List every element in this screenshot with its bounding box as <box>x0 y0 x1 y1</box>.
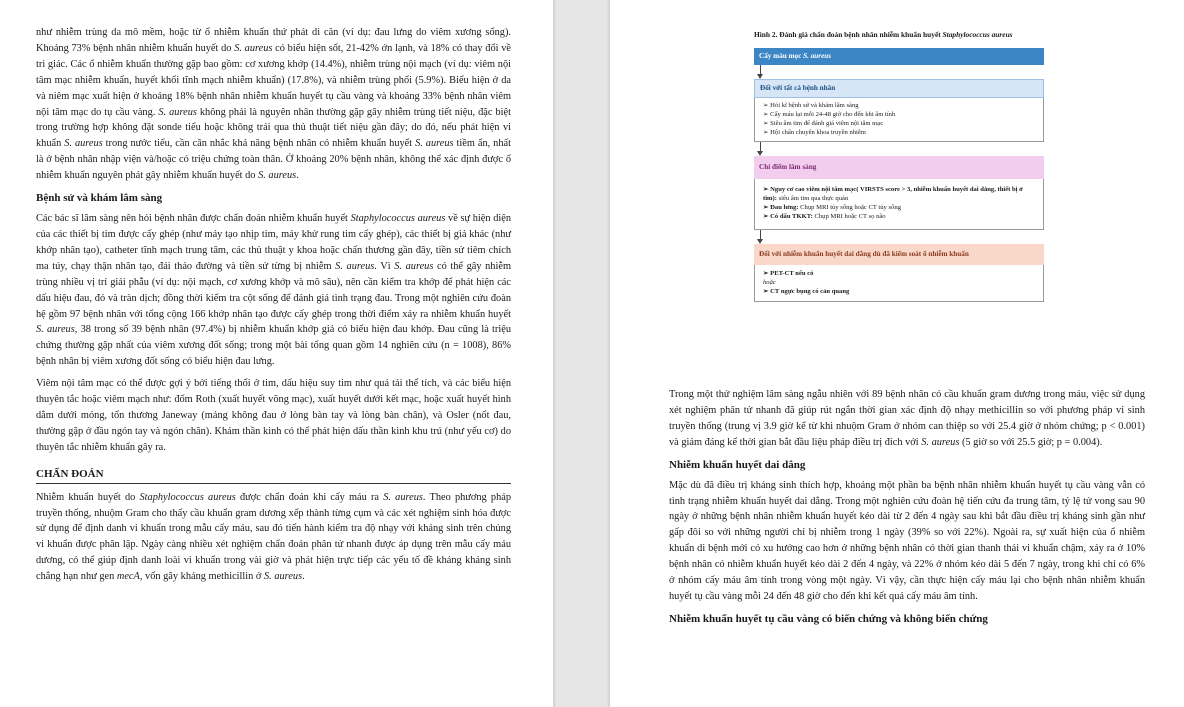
flow-box-clinical-signs-title: Chỉ điểm lâm sàng <box>754 156 1044 179</box>
flow-box-persistent-bacteremia <box>754 244 1044 302</box>
flow-list-item: ➢ Siêu âm tim để đánh giá viêm nội tâm mạc <box>763 119 884 127</box>
flow-arrow <box>754 230 1044 244</box>
heading-diagnosis: CHẨN ĐOÁN <box>36 466 511 484</box>
flow-box-all-patients <box>754 79 1044 142</box>
heading-persistent-bacteremia: Nhiễm khuẩn huyết dai dẳng <box>669 458 806 471</box>
document-page-right <box>610 0 1184 707</box>
document-page-left <box>0 0 553 707</box>
right-page-text <box>669 387 1145 632</box>
flow-box-persistent-list <box>754 265 1044 302</box>
figure-caption: Hình 2. Đánh giá chẩn đoán bệnh nhân nhiễm khuẩn huyết Staphylococcus aureus <box>754 30 1013 39</box>
flow-arrow <box>754 142 1044 156</box>
paragraph-rapid-test-trial: Trong một thử nghiệm lâm sàng ngẫu nhiên với 89 bệnh nhân có cầu khuẩn gram dương trong máu, việc sử dụng xét nghiệm phân tử nhanh đã giúp rút ngắn thời gian xác định độ nhạy methicillin so với phương pháp vi sinh truyền thống (trung vị 3.9 giờ kể từ khi nhuộm Gram ở nhóm can thiệp so với 25.4 giờ ở nhóm chứng; p < 0.001) và giảm đáng kể thời gian bắt đầu liệu pháp điều trị đích với S. aureus (5 giờ so với 25.5 giờ; p = 0.004). <box>669 389 1145 448</box>
flow-list-item: ➢ Nguy cơ cao viêm nội tâm mạc( VIRSTS score > 3, nhiễm khuẩn huyết dai dẳng, thiết bị ở tim): siêu âm tim qua thực quản <box>763 185 1023 202</box>
flow-list-item: ➢ Cấy máu lại mỗi 24-48 giờ cho đến khi âm tính <box>763 110 896 118</box>
flow-arrow <box>754 65 1044 79</box>
flow-box-blood-culture-title: Cấy máu mọc S. aureus <box>754 48 1044 65</box>
heading-complicated-uncomplicated: Nhiễm khuẩn huyết tụ cầu vàng có biến chứng và không biến chứng <box>669 612 988 625</box>
paragraph-endocarditis: Viêm nội tâm mạc có thể được gợi ý bởi tiếng thổi ở tim, dấu hiệu suy tim như quá tải thể tích, và các biểu hiện thuyên tắc hoặc viêm mạch như: đốm Roth (xuất huyết võng mạc), xuất huyết dưới kết mạc, hoặc xuất huyết hình dằm dưới móng, tổn thương Janeway (mảng không đau ở lòng bàn tay và lòng bàn chân), và Osler (nốt đau, thường gặp ở đầu ngón tay và ngón chân). Khám thần kinh có thể phát hiện dấu thần kinh khu trú (như yếu cơ) do thuyên tắc nhiễm khuẩn gây ra. <box>36 378 511 453</box>
flow-list-or: hoặc <box>763 278 776 286</box>
flow-box-all-patients-list <box>754 98 1044 142</box>
flow-list-item: ➢ CT ngực bụng có cản quang <box>763 287 850 295</box>
flow-box-blood-culture <box>754 48 1044 65</box>
paragraph-persistent-bacteremia: Mặc dù đã điều trị kháng sinh thích hợp, khoảng một phần ba bệnh nhân nhiễm khuẩn huyết tụ cầu vàng vẫn có tình trạng nhiễm khuẩn huyết dai dẳng. Trong một nghiên cứu đoàn hệ tiến cứu đa trung tâm, tỷ lệ tử vong sau 90 ngày ở những bệnh nhân nhiễm khuẩn huyết kéo dài từ 2 đến 4 ngày sau khi bắt đầu điều trị kháng sinh gần như gấp đôi so với những người chỉ bị nhiễm trong 1 ngày (39% so với 22%). Ngoài ra, sự xuất hiện của ổ nhiễm khuẩn di bệnh mới có xu hướng cao hơn ở những bệnh nhân có thời gian thanh thải vi khuẩn chậm, xảy ra ở 10% bệnh nhân có nhiễm khuẩn huyết kéo dài 2 đến 4 ngày, và 22% ở nhóm kéo dài 5 đến 7 ngày, trong khi chỉ có 6% ở nhóm cấy máu âm tính trong vòng một ngày. Vì vậy, cần thực hiện cấy máu lại cho bệnh nhân nhiễm khuẩn huyết tụ cầu vàng mỗi 24 đến 48 giờ cho đến khi kết quả cấy máu âm tính. <box>669 479 1145 602</box>
flow-list-item: ➢ Hội chẩn chuyên khoa truyền nhiễm <box>763 128 866 136</box>
heading-history-exam: Bệnh sử và khám lâm sàng <box>36 192 163 205</box>
paragraph-history: Các bác sĩ lâm sàng nên hỏi bệnh nhân được chẩn đoán nhiễm khuẩn huyết Staphylococcus aureus về sự hiện diện của các thiết bị tim được cấy ghép (như máy tạo nhịp tim, máy khử rung tim cấy ghép), các thiết bị giả khác (như khớp nhân tạo), catheter tĩnh mạch trung tâm, các thủ thuật y khoa hoặc chấn thương gần đây, tiền sử tiêm chích ma túy, chạy thận nhân tạo, đái tháo đường và tiền sử từng bị nhiễm S. aureus. Vì S. aureus có thể gây nhiễm trùng nhiều vị trí giải phẫu (ví dụ: nội mạch, cơ xương khớp và mô sâu), nên cần kiểm tra khớp để phát hiện các dấu hiệu đau, đỏ và tràn dịch; đồng thời kiểm tra cột sống để đánh giá tình trạng đau. Trong một nghiên cứu đoàn hệ gồm 97 bệnh nhân với tổng cộng 166 khớp nhân tạo được cấy ghép trong thời điểm xảy ra nhiễm khuẩn huyết S. aureus, 38 trong số 39 bệnh nhân (97.4%) bị nhiễm khuẩn khớp giả có biểu hiện đau khớp. Đau cũng là triệu chứng thường gặp nhất của viêm xương đốt sống; trong một bài tổng quan gồm 14 nghiên cứu (n = 1008), 86% bệnh nhân bị viêm xương đốt sống có biểu hiện đau lưng. <box>36 213 512 368</box>
flow-list-item: ➢ PET-CT nếu có <box>763 269 814 277</box>
paragraph-infection-sites: như nhiễm trùng da mô mềm, hoặc từ ổ nhiễm khuẩn thứ phát di căn (ví dụ: đau lưng do viêm xương sống). Khoảng 73% bệnh nhân nhiễm khuẩn huyết do S. aureus có biểu hiện sốt, 21-42% ớn lạnh, và 18% có thay đổi về tri giác. Các ổ nhiễm khuẩn thường gặp bao gồm: cơ xương khớp (14.4%), nhiễm trùng nội mạch (ví dụ: viêm nội tâm mạc nhiễm khuẩn, huyết khối tĩnh mạch nhiễm khuẩn) (17.8%), và nhiễm trùng phổi (5.9%). Biểu hiện ở da và niêm mạc xuất hiện ở khoảng 18% bệnh nhân nhiễm khuẩn huyết tụ cầu vàng và khoảng 33% bệnh nhân viêm nội tâm mạc do tụ cầu vàng. S. aureus không phải là nguyên nhân thường gặp gây nhiễm trùng tiết niệu, đặc biệt trong trường hợp không đặt sonde tiểu hoặc không trải qua thủ thuật tiết niệu gần đây; do đó, nếu phát hiện vi khuẩn S. aureus trong nước tiểu, cần cân nhắc khả năng bệnh nhân có nhiễm khuẩn huyết S. aureus tiềm ẩn, nhất là ở bệnh nhân nhập viện và/hoặc có triệu chứng toàn thân. Ở khoảng 20% bệnh nhân, không thể xác định được ổ nhiễm khuẩn nguyên phát gây nhiễm khuẩn huyết do S. aureus. <box>36 27 511 182</box>
diagnostic-flowchart <box>754 30 1044 302</box>
flow-list-item: ➢ Hỏi kĩ bệnh sử và khám lâm sàng <box>763 101 859 109</box>
flow-box-clinical-signs <box>754 156 1044 230</box>
flow-box-persistent-title: Đối với nhiễm khuẩn huyết dai dẳng dù đã kiểm soát ổ nhiễm khuẩn <box>754 244 1044 265</box>
paragraph-diagnosis: Nhiễm khuẩn huyết do Staphylococcus aureus được chẩn đoán khi cấy máu ra S. aureus. Theo phương pháp truyền thống, nhuộm Gram cho thấy cầu khuẩn gram dương xếp thành từng cụm và các xét nghiệm sinh hóa được sử dụng để định danh vi khuẩn trong mẫu cấy máu, sau đó tiến hành kiểm tra độ nhạy với kháng sinh trên chủng vi khuẩn được phân lập. Ngày càng nhiều xét nghiệm chẩn đoán phân tử nhanh được áp dụng trên mẫu cấy máu dương, có thể giúp định danh loài vi khuẩn trong vài giờ và phát hiện trực tiếp các yếu tố đề kháng kháng sinh chẳng hạn như gen mecA, vốn gây kháng methicillin ở S. aureus. <box>36 491 512 583</box>
flow-list-item: ➢ Có dấu TKKT: Chụp MRI hoặc CT sọ não <box>763 212 886 220</box>
flow-list-item: ➢ Đau lưng: Chụp MRI tủy sống hoặc CT tủy sống <box>763 203 901 211</box>
flow-box-clinical-signs-list <box>754 179 1044 230</box>
flow-box-all-patients-title: Đối với tất cả bệnh nhân <box>754 79 1044 98</box>
